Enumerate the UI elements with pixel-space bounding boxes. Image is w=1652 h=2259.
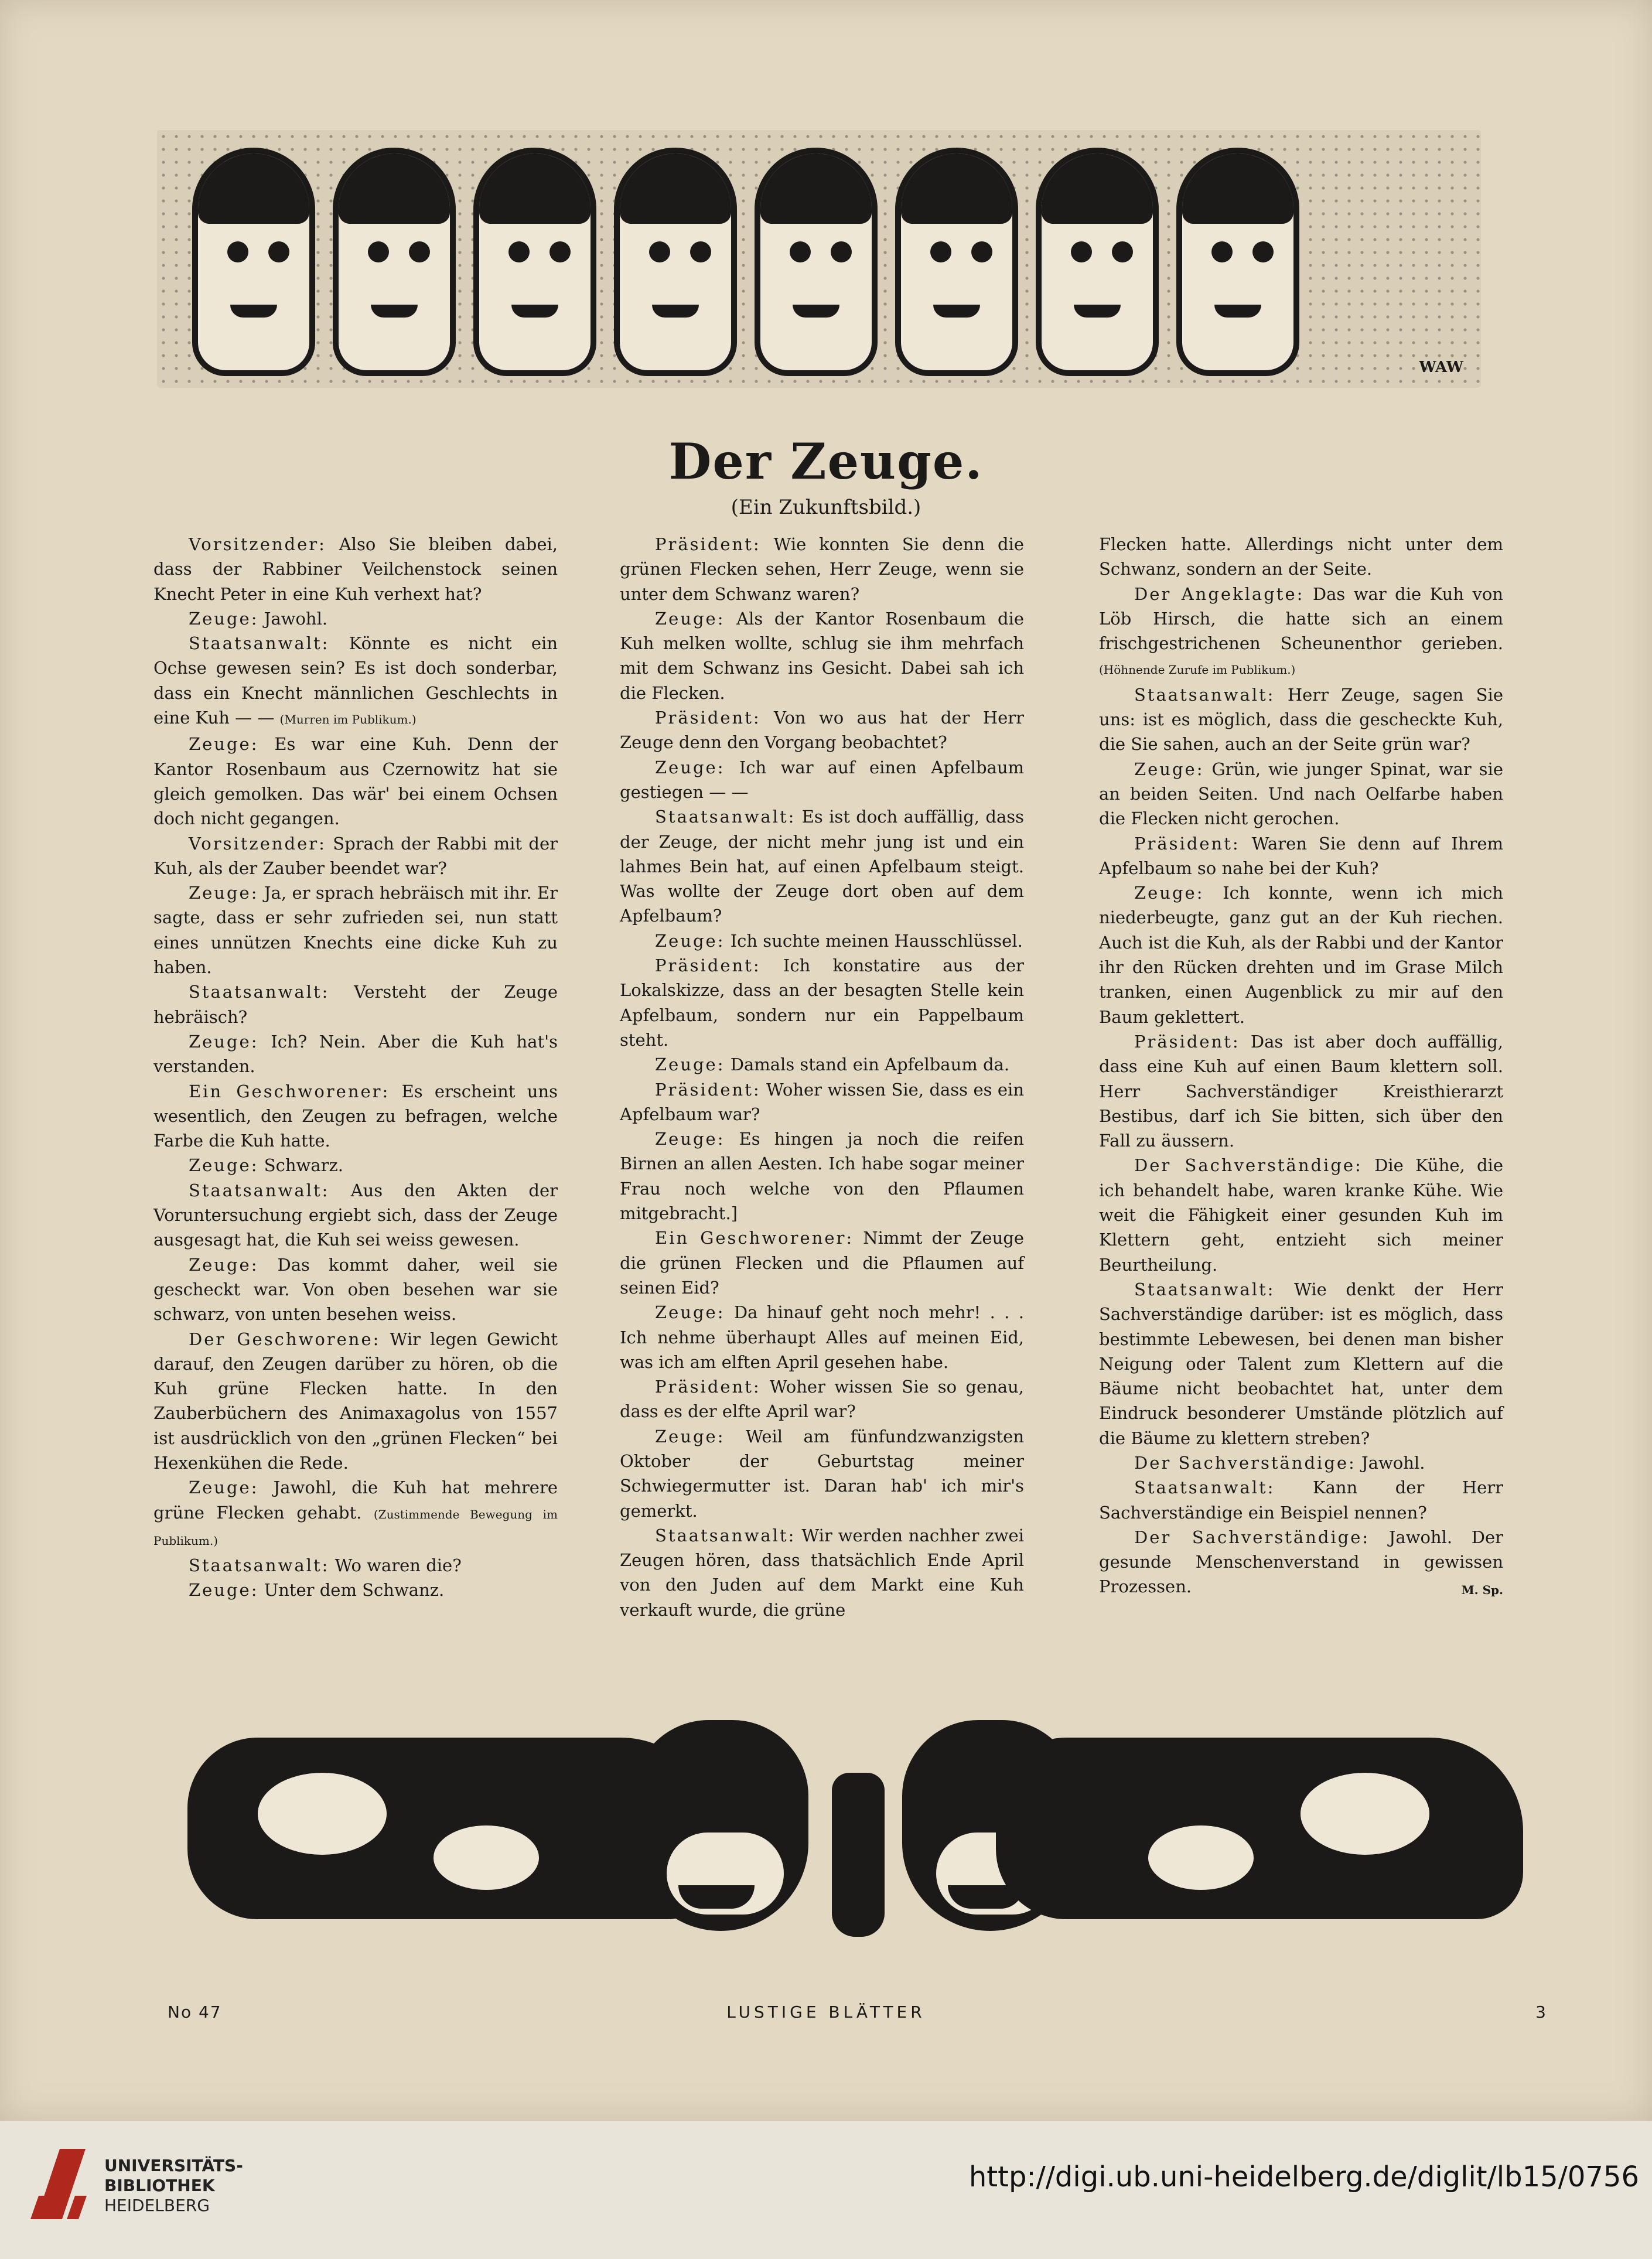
paragraph — [620, 1374, 1024, 1424]
speech-text: Das ist aber doch auffällig, dass eine Kuh auf einen Baum klettern soll. Herr Sachverständiger Kreisthierarzt Bestibus, darf ich Sie bitten, sich über den Fall zu äussern. — [1099, 1031, 1503, 1151]
speaker-label: Staatsanwalt: — [1134, 684, 1275, 705]
article-title: Der Zeuge. — [668, 432, 984, 490]
paragraph — [153, 1327, 558, 1476]
speech-text: Sprach der Rabbi mit der Kuh, als der Zauber beendet war? — [153, 833, 558, 878]
speech-text: Waren Sie denn auf Ihrem Apfelbaum so nahe bei der Kuh? — [1099, 833, 1503, 878]
header-caricature-illustration — [157, 130, 1481, 388]
caricature-face — [333, 148, 456, 376]
paragraph — [1099, 1475, 1503, 1525]
paragraph — [620, 804, 1024, 928]
speech-text: Könnte es nicht ein Ochse gewesen sein? Es ist doch sonderbar, dass ein Knecht männlichen Geschlechts in eine Kuh — — — [153, 633, 558, 728]
speech-text: Wir werden nachher zwei Zeugen hören, dass thatsächlich Ende April von den Juden auf dem Markt eine Kuh verkauft wurde, die grüne — [620, 1525, 1024, 1620]
page-number: 3 — [1535, 2002, 1549, 2022]
speech-text: Aus den Akten der Voruntersuchung ergiebt sich, dass der Zeuge ausgesagt hat, die Kuh sei weiss gewesen. — [153, 1180, 558, 1250]
speaker-label: Zeuge: — [655, 1426, 725, 1446]
library-logo-icon — [30, 2143, 91, 2225]
speech-text: Schwarz. — [258, 1155, 343, 1176]
speaker-label: Präsident: — [1134, 1031, 1240, 1052]
speaker-label: Zeuge: — [189, 1031, 259, 1052]
source-url-link[interactable]: http://digi.ub.uni-heidelberg.de/diglit/lb15/0756 — [968, 2161, 1639, 2193]
speaker-label: Zeuge: — [1134, 883, 1204, 903]
speaker-label: Staatsanwalt: — [1134, 1477, 1275, 1498]
paragraph — [1099, 757, 1503, 831]
speaker-label: Präsident: — [1134, 833, 1240, 854]
paragraph — [1099, 683, 1503, 757]
speaker-label: Zeuge: — [189, 734, 259, 755]
library-name — [104, 2156, 243, 2216]
speaker-label: Der Sachverständige: — [1134, 1155, 1363, 1176]
paragraph — [1099, 1451, 1503, 1475]
speech-text: Nimmt der Zeuge die grünen Flecken und die Pflaumen auf seinen Eid? — [620, 1228, 1024, 1298]
caricature-face — [895, 148, 1018, 376]
text-column-3 — [1099, 532, 1503, 1603]
speaker-label: Ein Geschworener: — [655, 1228, 854, 1248]
speaker-label: Zeuge: — [655, 608, 725, 629]
speaker-label: Präsident: — [655, 1377, 761, 1397]
speaker-label: Zeuge: — [189, 883, 259, 903]
speaker-label: Präsident: — [655, 534, 761, 554]
speech-text: Es ist doch auffällig, dass der Zeuge, der nicht mehr jung ist und ein lahmes Bein hat, auf einen Apfelbaum steigt. Was wollte der Zeuge dort oben auf dem Apfelbaum? — [620, 807, 1024, 926]
paragraph — [153, 1253, 558, 1327]
paragraph — [1099, 532, 1503, 582]
paragraph — [153, 1578, 558, 1602]
paragraph — [1099, 1525, 1503, 1599]
paragraph — [620, 532, 1024, 606]
paragraph — [620, 1424, 1024, 1523]
speech-text: Versteht der Zeuge hebräisch? — [153, 982, 558, 1027]
cows-illustration — [187, 1714, 1523, 1960]
speech-text: Ich? Nein. Aber die Kuh hat's verstanden. — [153, 1031, 558, 1077]
speaker-label: Zeuge: — [189, 1477, 259, 1498]
paragraph — [153, 631, 558, 732]
speaker-label: Staatsanwalt: — [1134, 1279, 1275, 1299]
audience-note: (Zustimmende Bewegung im Publikum.) — [153, 1507, 558, 1548]
speech-text: Von wo aus hat der Herr Zeuge denn den Vorgang beobachtet? — [620, 708, 1024, 753]
paragraph — [1099, 1277, 1503, 1451]
speaker-label: Zeuge: — [189, 1580, 259, 1601]
speaker-label: Staatsanwalt: — [189, 1180, 330, 1200]
speech-text: Flecken hatte. Allerdings nicht unter dem Schwanz, sondern an der Seite. — [1099, 534, 1503, 579]
article-subtitle: (Ein Zukunftsbild.) — [731, 496, 921, 519]
speech-text: Jawohl. Der gesunde Menschenverstand in gewissen Prozessen. — [1099, 1527, 1503, 1597]
speech-text: Es erscheint uns wesentlich, den Zeugen zu befragen, welche Farbe die Kuh hatte. — [153, 1081, 558, 1151]
speaker-label: Ein Geschworener: — [189, 1081, 390, 1101]
speech-text: Wo waren die? — [329, 1555, 462, 1576]
paragraph — [153, 831, 558, 881]
speech-text: Ich suchte meinen Hausschlüssel. — [725, 930, 1023, 951]
speech-text: Ich konstatire aus der Lokalskizze, dass an der besagten Stelle kein Apfelbaum, sondern nur ein Pappelbaum steht. — [620, 956, 1024, 1050]
paragraph — [620, 1226, 1024, 1300]
speaker-label: Zeuge: — [655, 757, 725, 777]
speech-text: Woher wissen Sie, dass es ein Apfelbaum war? — [620, 1079, 1024, 1124]
audience-note: (Höhnende Zurufe im Publikum.) — [1099, 663, 1296, 677]
speech-text: Grün, wie junger Spinat, war sie an beiden Seiten. Und nach Oelfarbe haben die Flecken nicht gerochen. — [1099, 759, 1503, 829]
speaker-label: Zeuge: — [189, 1155, 259, 1176]
speech-text: Ich konnte, wenn ich mich niederbeugte, ganz gut an der Kuh riechen. Auch ist die Kuh, als der Rabbi und der Kantor ihr den Rücken drehten und im Grase Milch tranken, einen Augenblick zu mir auf den Baum geklettert. — [1099, 883, 1503, 1027]
text-column-1 — [153, 532, 558, 1603]
paragraph — [153, 1029, 558, 1079]
paragraph — [153, 980, 558, 1029]
paragraph — [1099, 831, 1503, 881]
speech-text: Ich war auf einen Apfelbaum gestiegen — — — [620, 757, 1024, 802]
illustrator-signature: WAW — [1419, 359, 1463, 376]
paragraph — [620, 606, 1024, 705]
audience-note: (Murren im Publikum.) — [279, 712, 417, 727]
speech-text: Wie konnten Sie denn die grünen Flecken sehen, Herr Zeuge, wenn sie unter dem Schwanz waren? — [620, 534, 1024, 604]
speech-text: Herr Zeuge, sagen Sie uns: ist es möglich, dass die gescheckte Kuh, die Sie sahen, auch an der Seite grün war? — [1099, 684, 1503, 755]
victory-hand — [832, 1773, 885, 1937]
speaker-label: Zeuge: — [655, 1302, 725, 1323]
speaker-label: Der Sachverständige: — [1134, 1452, 1356, 1473]
speech-text: Jawohl. — [1356, 1452, 1425, 1473]
paragraph — [153, 1079, 558, 1154]
caricature-face — [1036, 148, 1159, 376]
speech-text: Es war eine Kuh. Denn der Kantor Rosenbaum aus Czernowitz hat sie gleich gemolken. Das wär' bei einem Ochsen doch nicht gegangen. — [153, 734, 558, 829]
paragraph — [620, 1300, 1024, 1374]
caricature-face — [1176, 148, 1299, 376]
speaker-label: Zeuge: — [1134, 759, 1204, 779]
speech-text: Die Kühe, die ich behandelt habe, waren kranke Kühe. Wie weit die Fähigkeit einer gesunden Kuh im Klettern geht, entzieht sich meiner Beurtheilung. — [1099, 1155, 1503, 1275]
speaker-label: Der Geschworene: — [189, 1329, 381, 1349]
paragraph — [620, 953, 1024, 1052]
speaker-label: Der Sachverständige: — [1134, 1527, 1370, 1547]
speaker-label: Zeuge: — [189, 1254, 259, 1275]
speech-text: Damals stand ein Apfelbaum da. — [725, 1055, 1010, 1075]
library-name-line3: HEIDELBERG — [104, 2196, 210, 2215]
speech-text: Da hinauf geht noch mehr! . . . Ich nehme überhaupt Alles auf meinen Eid, was ich am elften April gesehen habe. — [620, 1302, 1024, 1372]
speaker-label: Staatsanwalt: — [655, 1525, 796, 1545]
paragraph — [153, 1178, 558, 1253]
paragraph — [153, 881, 558, 980]
paragraph — [620, 1077, 1024, 1127]
speaker-label: Zeuge: — [655, 930, 725, 951]
paragraph — [153, 1475, 558, 1553]
speech-text: Ja, er sprach hebräisch mit ihr. Er sagte, dass er sehr zufrieden sei, nun statt eines unnützen Knechts eine dicke Kuh zu haben. — [153, 883, 558, 978]
speaker-label: Präsident: — [655, 708, 761, 728]
speech-text: Das war die Kuh von Löb Hirsch, die hatte sich an einem frischgestrichenen Scheunenthor gerieben. — [1099, 583, 1503, 654]
paragraph — [620, 1523, 1024, 1622]
author-signature: M. Sp. — [1461, 1583, 1503, 1598]
magazine-name: LUSTIGE BLÄTTER — [726, 2002, 926, 2022]
speaker-label: Staatsanwalt: — [189, 633, 330, 654]
speech-text: Weil am fünfundzwanzigsten Oktober der Geburtstag meiner Schwiegermutter ist. Daran hab' ich mir's gemerkt. — [620, 1426, 1024, 1521]
library-name-line1: UNIVERSITÄTS- — [104, 2156, 243, 2175]
paragraph — [620, 929, 1024, 953]
speaker-label: Zeuge: — [655, 1055, 725, 1075]
speaker-label: Staatsanwalt: — [189, 982, 330, 1002]
paragraph — [1099, 1029, 1503, 1153]
speech-text: Also Sie bleiben dabei, dass der Rabbiner Veilchenstock seinen Knecht Peter in eine Kuh verhext hat? — [153, 534, 558, 604]
speech-text: Jawohl, die Kuh hat mehrere grüne Flecken gehabt. — [153, 1477, 558, 1523]
speech-text: Jawohl. — [258, 608, 328, 629]
library-name-line2: BIBLIOTHEK — [104, 2176, 215, 2195]
speaker-label: Zeuge: — [189, 608, 259, 629]
paragraph — [153, 732, 558, 831]
text-column-2 — [620, 532, 1024, 1622]
caricature-face — [473, 148, 596, 376]
paragraph — [620, 755, 1024, 805]
speaker-label: Vorsitzender: — [189, 534, 326, 554]
speaker-label: Der Angeklagte: — [1134, 583, 1305, 604]
speech-text: Es hingen ja noch die reifen Birnen an allen Aesten. Ich habe sogar meiner Frau noch welche von den Pflaumen mitgebracht.] — [620, 1129, 1024, 1224]
caricature-face — [755, 148, 878, 376]
paragraph — [153, 532, 558, 606]
caricature-face — [614, 148, 737, 376]
speaker-label: Präsident: — [655, 1079, 761, 1100]
paragraph — [1099, 881, 1503, 1029]
paragraph — [1099, 1153, 1503, 1277]
paragraph — [620, 1052, 1024, 1077]
speaker-label: Zeuge: — [655, 1129, 725, 1149]
paragraph — [153, 1153, 558, 1178]
speaker-label: Staatsanwalt: — [655, 807, 796, 827]
speech-text: Kann der Herr Sachverständige ein Beispiel nennen? — [1099, 1477, 1503, 1523]
paragraph — [153, 1553, 558, 1578]
issue-number: No 47 — [168, 2002, 222, 2022]
speech-text: Woher wissen Sie so genau, dass es der elfte April war? — [620, 1377, 1024, 1422]
speaker-label: Präsident: — [655, 956, 761, 976]
speaker-label: Staatsanwalt: — [189, 1555, 330, 1576]
speech-text: Das kommt daher, weil sie gescheckt war. Von oben besehen war sie schwarz, von unten besehen weiss. — [153, 1254, 558, 1325]
cow-right — [996, 1738, 1523, 1919]
speech-text: Wir legen Gewicht darauf, den Zeugen darüber zu hören, ob die Kuh grüne Flecken hatte. In den Zauberbüchern des Animaxagolus von 1557 ist ausdrücklich von den „grünen Flecken“ bei Hexenkühen die Rede. — [153, 1329, 558, 1473]
speech-text: Als der Kantor Rosenbaum die Kuh melken wollte, schlug sie ihm mehrfach mit dem Schwanz ins Gesicht. Dabei sah ich die Flecken. — [620, 608, 1024, 703]
paragraph — [1099, 582, 1503, 683]
paragraph — [620, 705, 1024, 755]
cow-head-left — [633, 1720, 808, 1931]
speaker-label: Vorsitzender: — [189, 833, 326, 854]
caricature-face — [192, 148, 315, 376]
speech-text: Wie denkt der Herr Sachverständige darüber: ist es möglich, dass bestimmte Lebewesen, bei denen man bisher Neigung oder Talent zum Klettern auf die Bäume nicht beobachtet hat, unter dem Eindruck besonderer Umstände plötzlich auf die Bäume zu klettern streben? — [1099, 1279, 1503, 1448]
paragraph — [153, 606, 558, 631]
paragraph — [620, 1127, 1024, 1226]
speech-text: Unter dem Schwanz. — [258, 1580, 445, 1601]
